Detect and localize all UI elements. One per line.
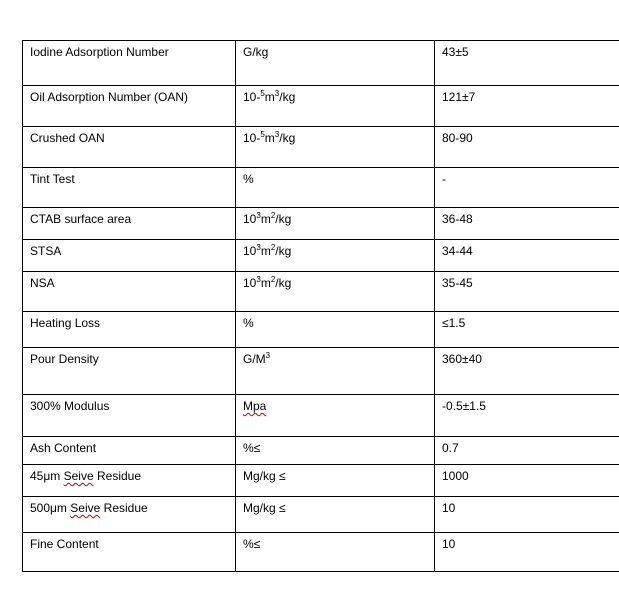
table-row <box>23 86 619 127</box>
unit-cell: %≤ <box>236 437 435 465</box>
property-word: Seive <box>70 501 101 515</box>
unit-cell: Mg/kg ≤ <box>236 497 435 533</box>
unit-exponent: 3 <box>256 275 261 284</box>
unit-text: Mpa <box>243 399 267 413</box>
table-row <box>23 437 619 465</box>
table-row <box>23 41 619 86</box>
unit-cell: %≤ <box>236 533 435 572</box>
unit-cell <box>236 272 435 312</box>
value-cell: 35-45 <box>435 272 619 312</box>
unit-mid: m <box>260 212 271 226</box>
unit-cell: G/kg <box>236 41 435 86</box>
property-suffix: Residue <box>103 501 148 515</box>
property-cell: 300% Modulus <box>23 395 236 437</box>
unit-mid: m <box>264 90 275 104</box>
unit-cell <box>236 395 435 437</box>
property-cell: Tint Test <box>23 168 236 208</box>
unit-exponent: 2 <box>270 243 276 252</box>
value-cell: 34-44 <box>435 240 619 272</box>
value-cell: ≤1.5 <box>435 312 619 348</box>
table-row <box>23 127 619 168</box>
table-row <box>23 395 619 437</box>
unit-cell <box>236 208 435 240</box>
value-cell: 0.7 <box>435 437 619 465</box>
unit-exponent: 3 <box>256 211 261 220</box>
property-cell: Iodine Adsorption Number <box>23 41 236 86</box>
table-row <box>23 348 619 395</box>
table-row <box>23 533 619 572</box>
unit-base: 10 <box>243 244 257 258</box>
value-cell: - <box>435 168 619 208</box>
property-cell: Crushed OAN <box>23 127 236 168</box>
table-row <box>23 312 619 348</box>
property-prefix: 500μm <box>30 501 67 515</box>
property-cell: CTAB surface area <box>23 208 236 240</box>
value-cell: 80-90 <box>435 127 619 168</box>
unit-base: 10- <box>243 90 261 104</box>
property-cell: Ash Content <box>23 437 236 465</box>
unit-exponent: 2 <box>270 275 276 284</box>
property-cell: STSA <box>23 240 236 272</box>
value-cell: -0.5±1.5 <box>435 395 619 437</box>
property-suffix: Residue <box>96 469 142 483</box>
unit-cell: % <box>236 168 435 208</box>
unit-exponent: 5 <box>260 130 265 139</box>
unit-tail: /kg <box>279 131 296 145</box>
property-cell: Pour Density <box>23 348 236 395</box>
unit-cell <box>236 240 435 272</box>
table-row <box>23 240 619 272</box>
unit-mid: m <box>260 244 271 258</box>
unit-tail: /kg <box>279 90 296 104</box>
unit-exponent: 2 <box>270 211 276 220</box>
unit-exponent: 3 <box>265 351 271 360</box>
unit-exponent: 3 <box>274 89 280 98</box>
table-row <box>23 208 619 240</box>
value-cell: 121±7 <box>435 86 619 127</box>
table-row <box>23 497 619 533</box>
unit-exponent: 5 <box>260 89 265 98</box>
property-cell: Fine Content <box>23 533 236 572</box>
value-cell: 10 <box>435 533 619 572</box>
property-cell <box>23 497 236 533</box>
property-cell <box>23 465 236 497</box>
unit-cell <box>236 86 435 127</box>
table-row <box>23 272 619 312</box>
unit-base: G/M <box>243 352 266 366</box>
unit-base: 10 <box>243 212 257 226</box>
unit-base: 10 <box>243 276 257 290</box>
property-cell: Oil Adsorption Number (OAN) <box>23 86 236 127</box>
table-row <box>23 168 619 208</box>
value-cell: 36-48 <box>435 208 619 240</box>
specification-table <box>22 40 619 572</box>
value-cell: 1000 <box>435 465 619 497</box>
property-word: Seive <box>63 469 94 483</box>
unit-exponent: 3 <box>256 243 261 252</box>
value-cell: 10 <box>435 497 619 533</box>
unit-tail: /kg <box>275 212 292 226</box>
unit-tail: /kg <box>275 276 292 290</box>
unit-base: 10- <box>243 131 261 145</box>
unit-mid: m <box>260 276 271 290</box>
unit-cell: Mg/kg ≤ <box>236 465 435 497</box>
unit-cell: % <box>236 312 435 348</box>
value-cell: 43±5 <box>435 41 619 86</box>
unit-cell <box>236 127 435 168</box>
unit-exponent: 3 <box>274 130 280 139</box>
property-cell: Heating Loss <box>23 312 236 348</box>
table-row <box>23 465 619 497</box>
property-cell: NSA <box>23 272 236 312</box>
unit-mid: m <box>264 131 275 145</box>
unit-tail: /kg <box>275 244 292 258</box>
value-cell: 360±40 <box>435 348 619 395</box>
property-prefix: 45μm <box>30 469 61 483</box>
unit-cell <box>236 348 435 395</box>
